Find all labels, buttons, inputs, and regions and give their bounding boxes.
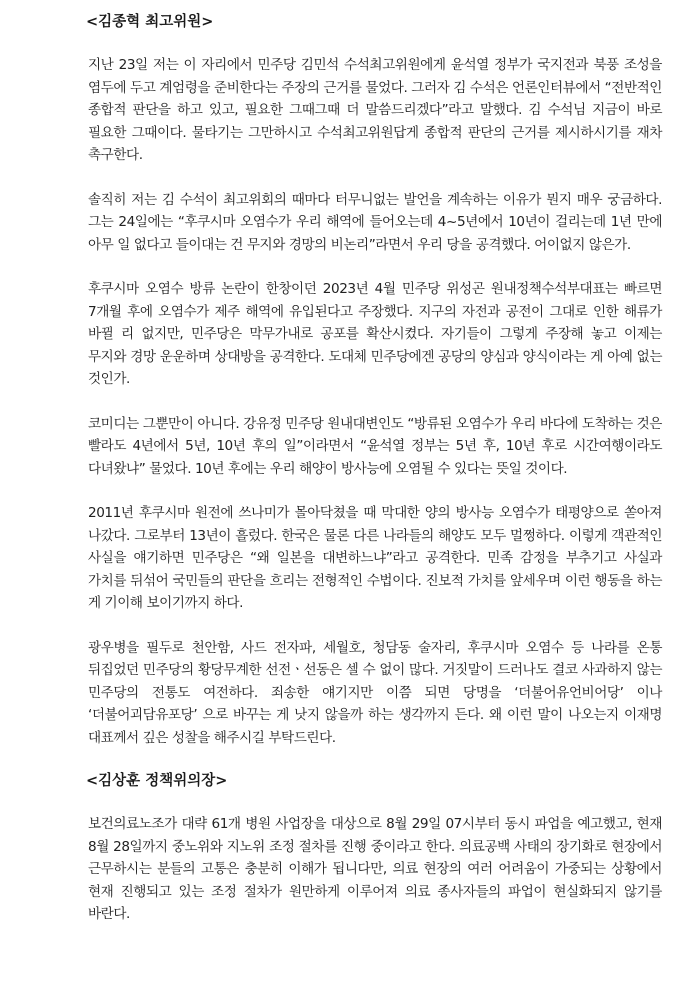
paragraph: 후쿠시마 오염수 방류 논란이 한창이던 2023년 4월 민주당 위성곤 원내정책수석부대표는 빠르면 7개월 후에 오염수가 제주 해역에 유입된다고 주장했다. 지구의 자전과 공전이 그대로 인한 해류가 바뀔 리 없지만, 민주당은 막무가내로 공포를 확산시켰다. 자기들이 그렇게 주장해 놓고 이제는 무지와 경망 운운하며 상대방을 공격한다. 도대체 민주당에겐 공당의 양심과 양식이라는 게 아예 없는 것인가.	[88, 281, 662, 387]
paragraph: 2011년 후쿠시마 원전에 쓰나미가 몰아닥쳤을 때 막대한 양의 방사능 오염수가 태평양으로 쏟아져 나갔다. 그로부터 13년이 흘렀다. 한국은 물론 다른 나라들의 해양도 모두 멀쩡하다. 이렇게 객관적인 사실을 얘기하면 민주당은 “왜 일본을 대변하느냐”라고 공격한다. 민족 감정을 부추기고 사실과 가치를 뒤섞어 국민들의 판단을 흐리는 전형적인 수법이다. 진보적 가치를 앞세우며 이런 행동을 하는 게 기이해 보이기까지 하다.	[88, 505, 662, 611]
speaker-heading-kim-sang-hoon: <김상훈 정책위의장>	[86, 773, 228, 789]
paragraph: 보건의료노조가 대략 61개 병원 사업장을 대상으로 8월 29일 07시부터 동시 파업을 예고했고, 현재 8월 28일까지 중노위와 지노위 조정 절차를 진행 중이라고 한다. 의료공백 사태의 장기화로 현장에서 근무하시는 분들의 고통은 충분히 이해가 됩니다만, 의료 현장의 여러 어려움이 가중되는 상황에서 현재 진행되고 있는 조정 절차가 원만하게 이루어져 의료 종사자들의 파업이 현실화되지 않기를 바란다.	[88, 816, 662, 922]
speaker-heading-kim-jong-hyuk: <김종혁 최고위원>	[86, 14, 214, 30]
paragraph: 광우병을 필두로 천안함, 사드 전자파, 세월호, 청담동 술자리, 후쿠시마 오염수 등 나라를 온통 뒤집었던 민주당의 황당무계한 선전ㆍ선동은 셀 수 없이 많다. 거짓말이 드러나도 결코 사과하지 않는 민주당의 전통도 여전하다. 죄송한 얘기지만 이쯤 되면 당명을 ‘더불어유언비어당’ 이나 ‘더불어괴담유포당’ 으로 바꾸는 게 낫지 않을까 하는 생각까지 든다. 왜 이런 말이 나오는지 이재명 대표께서 깊은 성찰을 해주시길 부탁드린다.	[88, 639, 662, 746]
paragraph: 코미디는 그뿐만이 아니다. 강유정 민주당 원내대변인도 “방류된 오염수가 우리 바다에 도착하는 것은 빨라도 4년에서 5년, 10년 후의 일”이라면서 “윤석열 정부는 5년 후, 10년 후로 시간여행이라도 다녀왔냐” 물었다. 10년 후에는 우리 해양이 방사능에 오염될 수 있다는 뜻일 것이다.	[88, 415, 662, 477]
paragraph: 지난 23일 저는 이 자리에서 민주당 김민석 수석최고위원에게 윤석열 정부가 국지전과 북풍 조성을 염두에 두고 계엄령을 준비한다는 주장의 근거를 물었다. 그러자 김 수석은 언론인터뷰에서 “전반적인 종합적 판단을 하고 있고, 필요한 그때그때 더 말씀드리겠다”라고 말했다. 김 수석님 지금이 바로 필요한 그때이다. 물타기는 그만하시고 수석최고위원답게 종합적 판단의 근거를 제시하시기를 재차 촉구한다.	[88, 57, 662, 163]
paragraph: 솔직히 저는 김 수석이 최고위회의 때마다 터무니없는 발언을 계속하는 이유가 뭔지 매우 궁금하다. 그는 24일에는 “후쿠시마 오염수가 우리 해역에 들어오는데 4~5년에서 10년이 걸리는데 1년 만에 아무 일 없다고 들이대는 건 무지와 경망의 비논리”라면서 우리 당을 공격했다. 어이없지 않은가.	[88, 191, 662, 253]
